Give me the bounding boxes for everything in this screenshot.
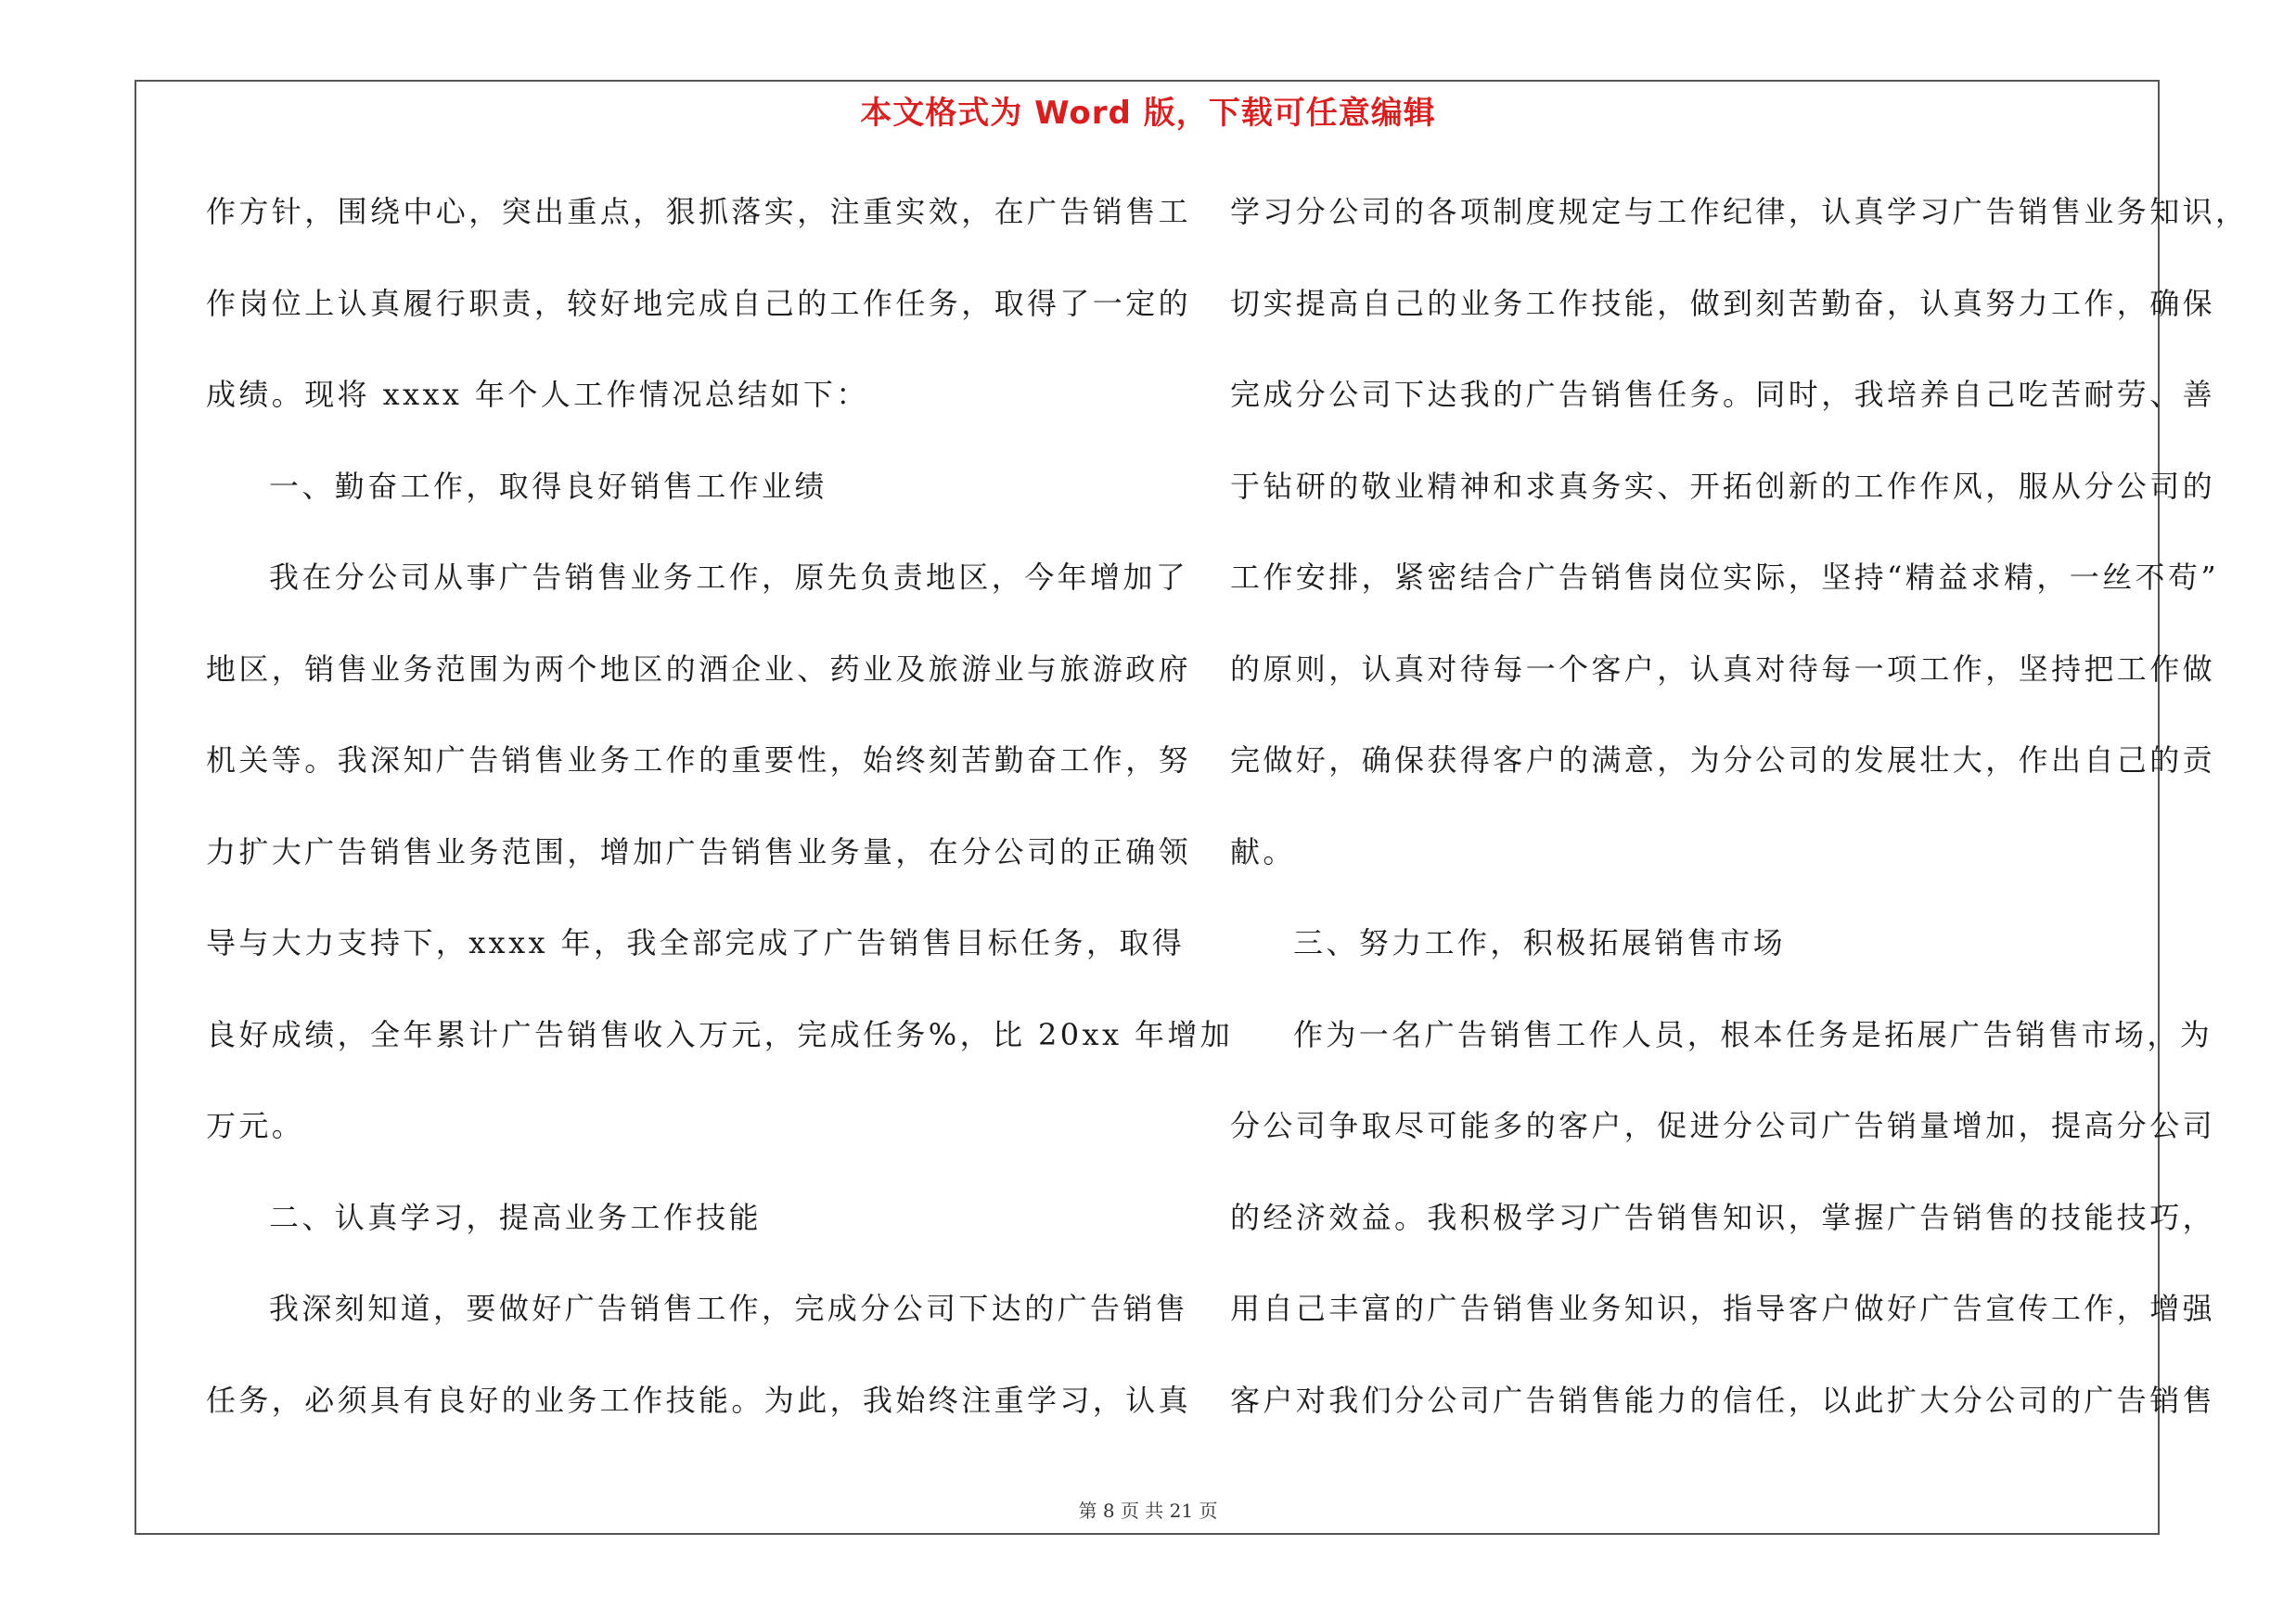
right-column [1230,184,2249,1463]
format-notice-banner: 本文格式为 Word 版，下载可任意编辑 [860,95,1436,132]
text-line: 献。 [1230,833,1296,869]
text-line: 学习分公司的各项制度规定与工作纪律，认真学习广告销售业务知识， [1230,194,2249,229]
text-line: 良好成绩，全年累计广告销售收入万元，完成任务%，比 20xx 年增加 [206,1016,1234,1052]
text-line: 分公司争取尽可能多的客户，促进分公司广告销量增加，提高分公司 [1230,1108,2216,1143]
text-line: 切实提高自己的业务工作技能，做到刻苦勤奋，认真努力工作，确保 [1230,285,2216,321]
text-line: 的经济效益。我积极学习广告销售知识，掌握广告销售的技能技巧， [1230,1199,2216,1235]
text-line: 导与大力支持下，xxxx 年，我全部完成了广告销售目标任务，取得 [206,925,1186,960]
page-number: 第 8 页 共 21 页 [1078,1500,1218,1522]
text-line: 完做好，确保获得客户的满意，为分公司的发展壮大，作出自己的贡 [1230,742,2216,778]
text-line: 用自己丰富的广告销售业务知识，指导客户做好广告宣传工作，增强 [1230,1291,2216,1326]
text-line: 任务，必须具有良好的业务工作技能。为此，我始终注重学习，认真 [206,1382,1192,1418]
text-line: 完成分公司下达我的广告销售任务。同时，我培养自己吃苦耐劳、善 [1230,377,2216,412]
text-line: 工作安排，紧密结合广告销售岗位实际，坚持“精益求精，一丝不苟” [1230,560,2220,595]
text-line: 机关等。我深知广告销售业务工作的重要性，始终刻苦勤奋工作，努 [206,742,1192,778]
text-line: 地区，销售业务范围为两个地区的酒企业、药业及旅游业与旅游政府 [206,650,1192,687]
section-heading-1: 一、勤奋工作，取得良好销售工作业绩 [269,468,827,504]
text-line: 作岗位上认真履行职责，较好地完成自己的工作任务，取得了一定的 [206,285,1192,321]
text-line: 我深刻知道，要做好广告销售工作，完成分公司下达的广告销售 [269,1291,1189,1326]
text-line: 万元。 [206,1108,305,1143]
text-line: 成绩。现将 xxxx 年个人工作情况总结如下： [206,377,869,412]
text-line: 客户对我们分公司广告销售能力的信任，以此扩大分公司的广告销售 [1230,1382,2216,1418]
text-line: 的原则，认真对待每一个客户，认真对待每一项工作，坚持把工作做 [1230,650,2216,687]
text-line: 作方针，围绕中心，突出重点，狠抓落实，注重实效，在广告销售工 [206,194,1192,229]
section-heading-2: 二、认真学习，提高业务工作技能 [269,1199,763,1235]
text-line: 力扩大广告销售业务范围，增加广告销售业务量，在分公司的正确领 [206,833,1192,869]
section-heading-3: 三、努力工作，积极拓展销售市场 [1293,925,1787,960]
text-line: 于钻研的敬业精神和求真务实、开拓创新的工作作风，服从分公司的 [1230,468,2216,504]
text-line: 作为一名广告销售工作人员，根本任务是拓展广告销售市场，为 [1293,1016,2213,1052]
left-column [206,184,1234,1463]
text-line: 我在分公司从事广告销售业务工作，原先负责地区，今年增加了 [269,560,1189,595]
